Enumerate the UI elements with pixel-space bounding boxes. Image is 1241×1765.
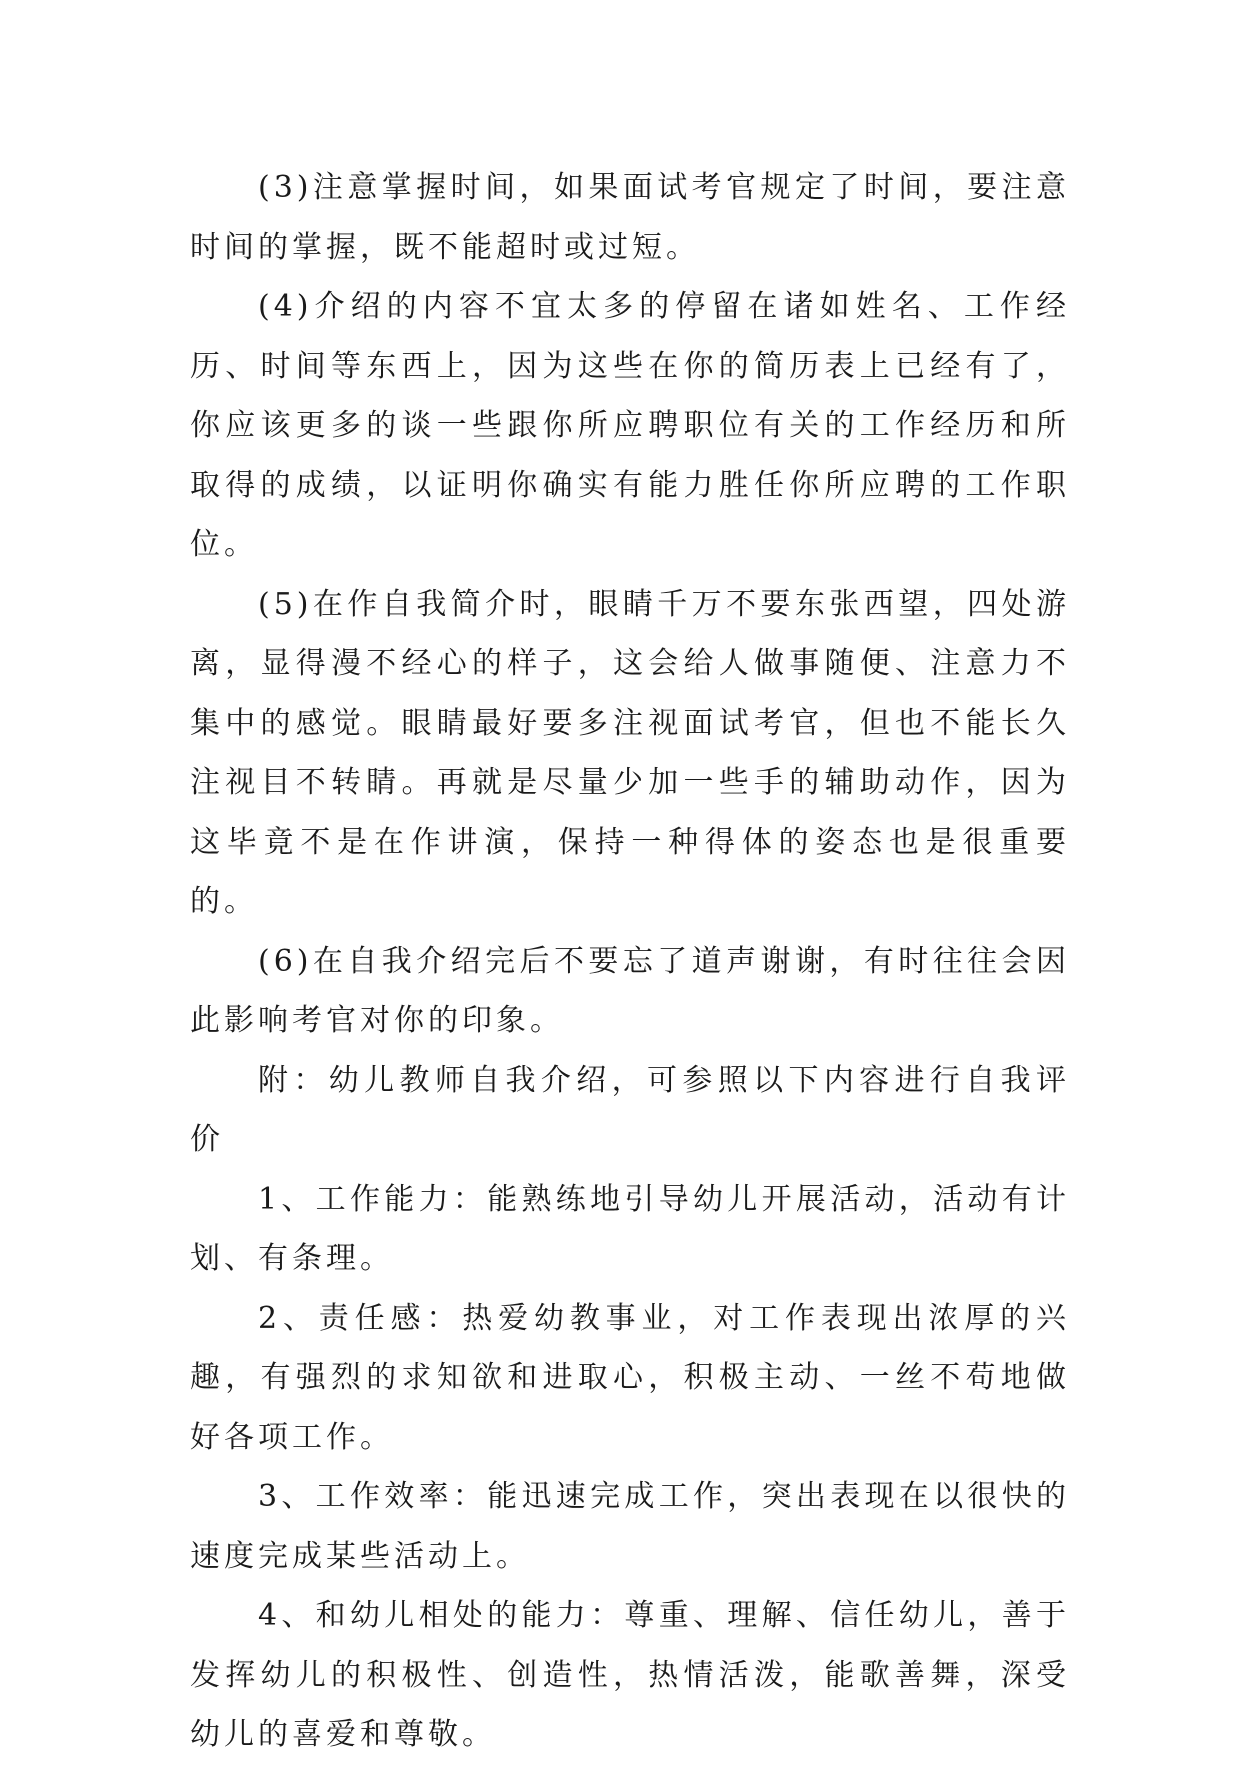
paragraph-tip-5: (5)在作自我简介时，眼睛千万不要东张西望，四处游离，显得漫不经心的样子，这会给人做事随便、注意力不集中的感觉。眼睛最好要多注视面试考官，但也不能长久注视目不转睛。再就是尽量少加一些手的辅助动作，因为这毕竟不是在作讲演，保持一种得体的姿态也是很重要的。 [190, 586, 1070, 919]
paragraph-appendix-intro: 附：幼儿教师自我介绍，可参照以下内容进行自我评价 [190, 1062, 1070, 1157]
document-body [190, 158, 1070, 1765]
paragraph-tip-4: (4)介绍的内容不宜太多的停留在诸如姓名、工作经历、时间等东西上，因为这些在你的简历表上已经有了，你应该更多的谈一些跟你所应聘职位有关的工作经历和所取得的成绩，以证明你确实有能力胜任你所应聘的工作职位。 [190, 289, 1070, 562]
paragraph-item-2: 2、责任感：热爱幼教事业，对工作表现出浓厚的兴趣，有强烈的求知欲和进取心，积极主动、一丝不苟地做好各项工作。 [190, 1300, 1070, 1455]
paragraph-tip-6: (6)在自我介绍完后不要忘了道声谢谢，有时往往会因此影响考官对你的印象。 [190, 943, 1070, 1038]
paragraph-item-1: 1、工作能力：能熟练地引导幼儿开展活动，活动有计划、有条理。 [190, 1181, 1070, 1276]
paragraph-tip-3: (3)注意掌握时间，如果面试考官规定了时间，要注意时间的掌握，既不能超时或过短。 [190, 170, 1070, 265]
paragraph-item-3: 3、工作效率：能迅速完成工作，突出表现在以很快的速度完成某些活动上。 [190, 1479, 1070, 1574]
paragraph-item-4: 4、和幼儿相处的能力：尊重、理解、信任幼儿，善于发挥幼儿的积极性、创造性，热情活泼，能歌善舞，深受幼儿的喜爱和尊敬。 [190, 1598, 1070, 1752]
